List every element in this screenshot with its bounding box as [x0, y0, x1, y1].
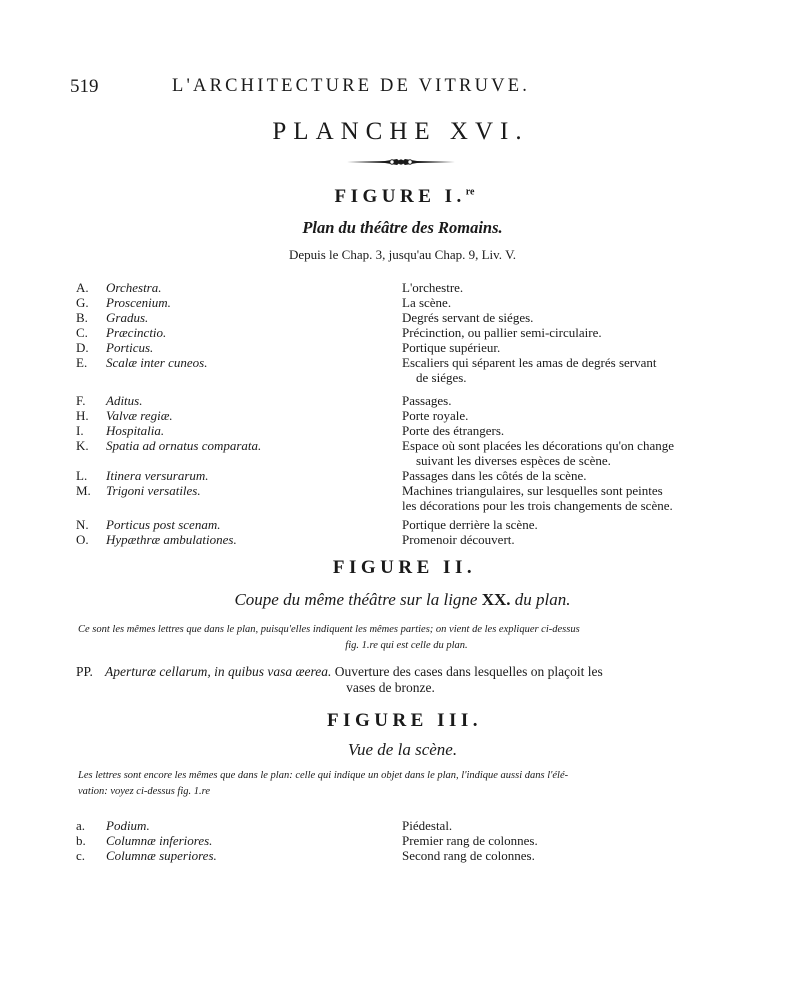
page-number: 519	[70, 76, 99, 97]
figure-2-subtitle: Coupe du même théâtre sur la ligne XX. du plan.	[234, 590, 571, 609]
legend-row: A. Orchestra. L'orchestre.	[76, 280, 464, 295]
legend-row: C. Præcinctio. Précinction, ou pallier semi-circulaire.	[76, 325, 602, 340]
figure-1-legend	[76, 280, 736, 547]
ornament-divider-icon	[345, 155, 457, 169]
legend-row: K. Spatia ad ornatus comparata. Espace où sont placées les décorations qu'on change suivant les diverses espèces de scène.	[76, 438, 674, 468]
legend-row: B. Gradus. Degrés servant de siéges.	[76, 310, 534, 325]
plate-title: PLANCHE XVI.	[272, 118, 529, 145]
figure-3-legend	[76, 818, 736, 863]
legend-row: G. Proscenium. La scène.	[76, 295, 452, 310]
legend-row: a. Podium. Piédestal.	[76, 818, 453, 833]
figure-1-subtitle: Plan du théâtre des Romains.	[302, 218, 503, 237]
legend-row: c. Columnæ superiores. Second rang de colonnes.	[76, 848, 535, 863]
legend-row: L. Itinera versurarum. Passages dans les côtés de la scène.	[76, 468, 587, 483]
figure-3-note: Les lettres sont encore les mêmes que dans le plan: celle qui indique un objet dans le plan, l'indique aussi dans l'élé- vation: voyez ci-dessus fig. 1.re	[78, 770, 569, 797]
figure-3-subtitle: Vue de la scène.	[347, 740, 458, 759]
figure-2-heading: FIGURE II.	[332, 557, 477, 578]
figure-3-heading: FIGURE III.	[326, 710, 483, 731]
figure-2-pp-entry: PP. Aperturæ cellarum, in quibus vasa æerea. Ouverture des cases dans lesquelles on plaçoit les vases de bronze.	[76, 664, 603, 695]
book-title: L'ARCHITECTURE DE VITRUVE.	[172, 76, 531, 96]
legend-row: b. Columnæ inferiores. Premier rang de colonnes.	[76, 833, 538, 848]
legend-row: F. Aditus. Passages.	[76, 393, 452, 408]
legend-row: M. Trigoni versatiles. Machines triangulaires, sur lesquelles sont peintes les décorations pour les trois changements de scène.	[76, 483, 673, 513]
legend-row: O. Hypæthræ ambulationes. Promenoir découvert.	[76, 532, 515, 547]
legend-row: E. Scalæ inter cuneos. Escaliers qui séparent les amas de degrés servant de siéges.	[76, 355, 657, 385]
figure-1-reference: Depuis le Chap. 3, jusqu'au Chap. 9, Liv. V.	[288, 247, 517, 262]
figure-1-heading: FIGURE I.$^{re}$	[334, 186, 475, 207]
figure-2-note: Ce sont les mêmes lettres que dans le plan, puisqu'elles indiquent les mêmes parties; on vient de les expliquer ci-dessus fig. 1.re qui est celle du plan.	[78, 624, 580, 651]
legend-row: D. Porticus. Portique supérieur.	[76, 340, 501, 355]
running-head	[70, 76, 651, 100]
legend-row: N. Porticus post scenam. Portique derrière la scène.	[76, 517, 538, 532]
legend-row: I. Hospitalia. Porte des étrangers.	[76, 423, 505, 438]
legend-row: H. Valvæ regiæ. Porte royale.	[76, 408, 469, 423]
